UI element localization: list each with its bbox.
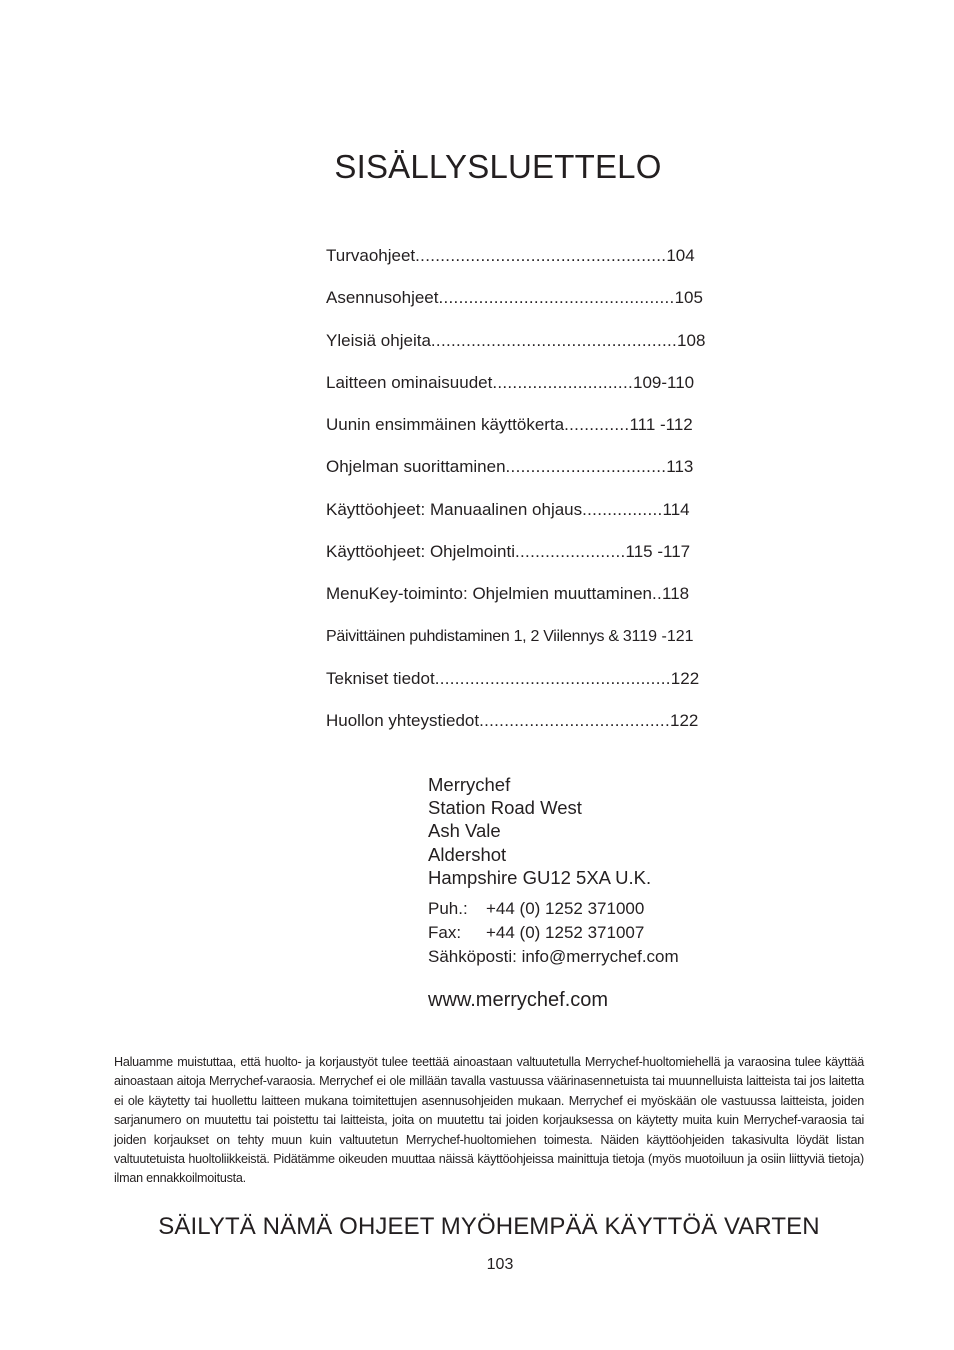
toc-entry <box>326 707 716 749</box>
toc-leader-dots: ................................................. <box>430 330 678 350</box>
toc-entry-label: Tekniset tiedot <box>326 668 435 688</box>
toc-entry-page: 119 -121 <box>631 627 694 645</box>
toc-leader-dots: ............................ <box>492 372 633 392</box>
toc-entry <box>326 665 716 707</box>
toc-entry-page: 109-110 <box>633 372 695 392</box>
toc-entry-page: 114 <box>662 499 690 519</box>
toc-leader-dots: ............................................... <box>434 668 671 688</box>
service-notice: Haluamme muistuttaa, että huolto- ja korjaustyöt tulee teettää ainoastaan valtuutetulla Merrychef-huoltomiehellä ja varaosina tulee käyttää ainoastaan aitoja Merrychef-varaosia. Merrychef ei ole millään tavalla vastuussa väärinasennetuista tai muunnelluista laitteista tai jos laitetta ei ole käytetty tai huollettu laitteen mukana toimitettujen asennusohjeiden mukaan. Merrychef ei myöskään ole vastuussa laitteista, joiden sarjanumero on muutettu tai poistettu tai laitteista, joita on muutettu tai joiden korjauksessa on käytetty muita kuin Merrychef-varaosia tai joiden korjaukset on tehty muun kuin valtuutetun Merrychef-huoltomiehen toimesta. Näiden käyttöohjeiden takasivulta löydät listan valtuutetuista huoltoliikkeistä. Pidätämme oikeuden muuttaa näissä käyttöohjeissa mainittuja tietoja (myös muotoiluun ja osiin liittyviä tietoja) ilman ennakkoilmoitusta. <box>114 1055 864 1186</box>
toc-entry <box>326 242 716 284</box>
toc-entry <box>326 327 716 369</box>
toc-entry <box>326 538 716 580</box>
toc-entry-label: MenuKey-toiminto: Ohjelmien muuttaminen <box>326 584 652 604</box>
toc-leader-dots: ...................................... <box>479 711 670 731</box>
page-number: 103 <box>486 1256 514 1273</box>
toc-entry-page: 115 -117 <box>625 542 691 562</box>
address-line-town: Aldershot <box>428 843 507 865</box>
toc-leader-dots: .................................................. <box>415 246 667 265</box>
toc-entry-label: Käyttöohjeet: Ohjelmointi <box>326 542 515 562</box>
toc-entry-label: Päivittäinen puhdistaminen 1, 2 Viilennys & 3 <box>326 627 632 645</box>
fax-label: Fax: <box>428 923 462 942</box>
table-of-contents <box>326 242 716 750</box>
toc-leader-dots: ............. <box>564 415 630 435</box>
toc-leader-dots: ................ <box>582 499 663 519</box>
toc-entry <box>326 580 716 622</box>
toc-entry <box>326 284 716 326</box>
toc-entry-label: Uunin ensimmäinen käyttökerta <box>326 415 565 435</box>
fax-number: +44 (0) 1252 371007 <box>486 923 645 942</box>
address-line-street: Station Road West <box>428 797 582 819</box>
toc-entry-label: Käyttöohjeet: Manuaalinen ohjaus <box>326 499 583 519</box>
toc-entry-page: 104 <box>666 246 695 265</box>
toc-leader-dots: .. <box>651 584 663 604</box>
toc-entry <box>326 453 716 495</box>
toc-entry-label: Laitteen ominaisuudet <box>326 372 493 392</box>
toc-entry-page: 111 -112 <box>629 415 693 435</box>
toc-entry-label: Huollon yhteystiedot <box>326 711 480 731</box>
phone-line <box>428 897 679 921</box>
phone-number: +44 (0) 1252 371000 <box>486 899 645 918</box>
toc-entry-label: Asennusohjeet <box>326 288 439 308</box>
website-url: www.merrychef.com <box>428 989 609 1011</box>
toc-entry-page: 108 <box>677 330 706 350</box>
toc-entry-label: Ohjelman suorittaminen <box>326 457 506 477</box>
email-label: Sähköposti: <box>428 947 517 966</box>
toc-entry-page: 113 <box>666 457 694 477</box>
keep-instructions-footer: SÄILYTÄ NÄMÄ OHJEET MYÖHEMPÄÄ KÄYTTÖÄ VARTEN <box>158 1213 820 1240</box>
address-line-locality: Ash Vale <box>428 820 501 842</box>
toc-entry-page: 122 <box>669 711 699 731</box>
toc-leader-dots: ................................ <box>505 457 667 477</box>
toc-entry-label: Yleisiä ohjeita <box>326 330 431 350</box>
toc-entry <box>326 496 716 538</box>
page-title: SISÄLLYSLUETTELO <box>334 148 662 185</box>
toc-entry-label: Turvaohjeet <box>326 246 416 265</box>
fax-line <box>428 921 679 945</box>
toc-entry-page: 105 <box>674 288 703 308</box>
contact-details <box>428 897 679 969</box>
toc-leader-dots: ...................... <box>515 542 626 562</box>
address-line-company: Merrychef <box>428 774 511 795</box>
address-line-county-postcode: Hampshire GU12 5XA U.K. <box>428 866 652 888</box>
toc-entry <box>326 411 716 453</box>
toc-entry-page: 118 <box>662 584 690 604</box>
email-line <box>428 945 679 969</box>
toc-entry <box>326 623 716 665</box>
company-address <box>428 773 651 889</box>
toc-entry-page: 122 <box>670 668 700 688</box>
toc-entry <box>326 369 716 411</box>
phone-label: Puh.: <box>428 899 468 918</box>
toc-leader-dots: ............................................... <box>438 288 675 308</box>
email-address: info@merrychef.com <box>521 947 679 966</box>
